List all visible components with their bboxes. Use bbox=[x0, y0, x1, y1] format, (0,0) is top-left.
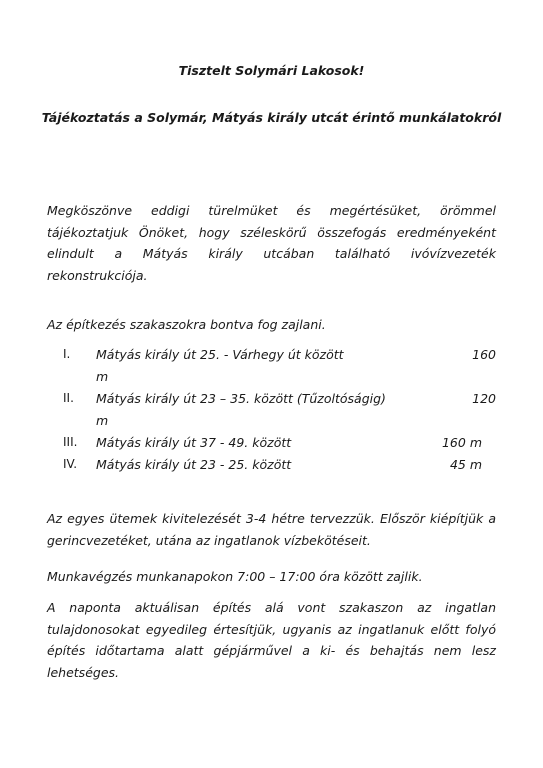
phase-description: Mátyás király út 37 - 49. között bbox=[96, 435, 292, 450]
phase-description: Mátyás király út 23 – 35. között (Tűzoltóságig) bbox=[96, 391, 386, 406]
list-item bbox=[47, 454, 496, 476]
list-item bbox=[47, 432, 496, 454]
phase-length: 160 bbox=[472, 347, 496, 362]
intro-paragraph: Megköszönve eddigi türelmüket és megértésüket, örömmel tájékoztatjuk Önöket, hogy széleskörű összefogás eredményeként elindult a Mátyás király utcában található ivóvízvezeték rekonstrukciója. bbox=[47, 203, 496, 283]
phases-intro-paragraph: Az építkezés szakaszokra bontva fog zajlani. bbox=[47, 317, 326, 332]
phase-number: IV. bbox=[63, 457, 78, 471]
phase-number: I. bbox=[63, 347, 71, 361]
list-item bbox=[47, 388, 496, 432]
working-hours-paragraph: Munkavégzés munkanapokon 7:00 – 17:00 óra között zajlik. bbox=[47, 569, 423, 584]
phase-description: Mátyás király út 25. - Várhegy út között bbox=[96, 347, 344, 362]
phase-length-unit: m bbox=[96, 412, 109, 428]
phases-list bbox=[47, 344, 496, 476]
phase-length: 45 m bbox=[449, 457, 482, 472]
phase-length: 120 bbox=[472, 391, 496, 406]
list-item bbox=[47, 344, 496, 388]
phase-number: III. bbox=[63, 435, 78, 449]
schedule-paragraph: Az egyes ütemek kivitelezését 3-4 hétre tervezzük. Először kiépítjük a gerincvezetéket, utána az ingatlanok vízbekötéseit. bbox=[47, 511, 496, 548]
phase-description: Mátyás király út 23 - 25. között bbox=[96, 457, 292, 472]
notice-paragraph: A naponta aktuálisan építés alá vont szakaszon az ingatlan tulajdonosokat egyedileg értesítjük, ugyanis az ingatlanuk előtt folyó építés időtartama alatt gépjárművel a ki- és behajtás nem lesz lehetséges. bbox=[47, 600, 496, 680]
phase-length: 160 m bbox=[441, 435, 482, 450]
greeting-heading: Tisztelt Solymári Lakosok! bbox=[178, 63, 365, 78]
phase-length-unit: m bbox=[96, 368, 109, 384]
phase-number: II. bbox=[63, 391, 74, 405]
subject-heading: Tájékoztatás a Solymár, Mátyás király utcát érintő munkálatokról bbox=[41, 110, 502, 125]
